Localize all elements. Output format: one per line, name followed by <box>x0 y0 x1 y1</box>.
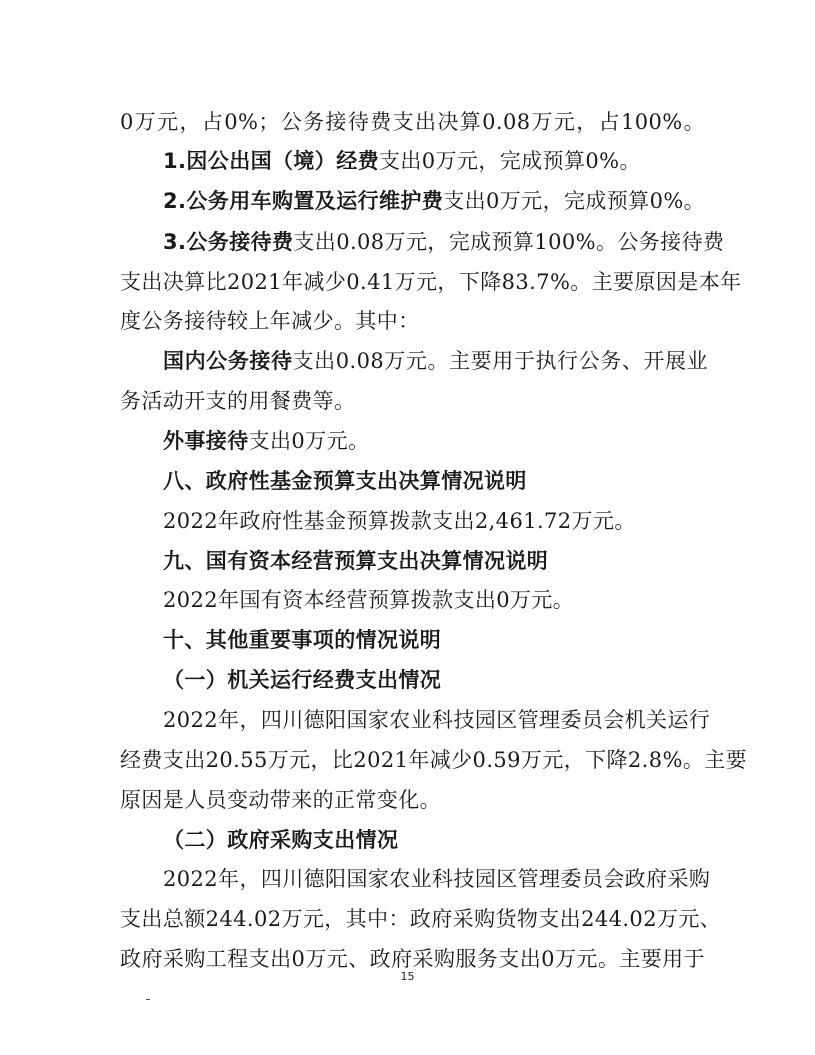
paragraph-line: 度公务接待较上年减少。其中： <box>120 309 420 333</box>
footer-mark <box>146 999 150 1000</box>
item-heading: 1.因公出国（境）经费 <box>163 149 379 173</box>
paragraph-line: 2022年，四川德阳国家农业科技园区管理委员会政府采购 <box>163 867 711 891</box>
item-heading: 2.公务用车购置及运行维护费 <box>163 189 444 213</box>
item-text: 支出0万元，完成预算0%。 <box>379 149 641 173</box>
paragraph-line: 2022年政府性基金预算拨款支出2,461.72万元。 <box>163 509 636 533</box>
item-heading: 外事接待 <box>163 429 249 453</box>
item-text: 支出0万元，完成预算0%。 <box>443 189 706 213</box>
subsection-heading: （二）政府采购支出情况 <box>163 828 399 852</box>
paragraph-line <box>163 186 708 216</box>
item-heading: 3.公务接待费 <box>163 230 294 254</box>
item-text: 支出0.08万元，完成预算100%。公务接待费 <box>293 230 725 254</box>
paragraph-line: 支出决算比2021年减少0.41万元，下降83.7%。主要原因是本年 <box>120 270 742 294</box>
page-number: 15 <box>400 970 415 983</box>
section-heading: 九、国有资本经营预算支出决算情况说明 <box>163 549 549 573</box>
subsection-heading: （一）机关运行经费支出情况 <box>163 668 442 692</box>
paragraph-line: 0万元，占0%；公务接待费支出决算0.08万元，占100%。 <box>120 110 705 134</box>
paragraph-line: 2022年国有资本经营预算拨款支出0万元。 <box>163 588 575 612</box>
item-text: 支出0万元。 <box>248 429 370 453</box>
paragraph-line: 2022年，四川德阳国家农业科技园区管理委员会机关运行 <box>163 708 711 732</box>
paragraph-line: 支出总额244.02万元，其中：政府采购货物支出244.02万元、 <box>120 907 722 931</box>
section-heading: 十、其他重要事项的情况说明 <box>163 628 442 652</box>
paragraph-line <box>163 426 708 456</box>
paragraph-line <box>163 227 725 257</box>
paragraph-line <box>163 346 708 376</box>
paragraph-line: 经费支出20.55万元，比2021年减少0.59万元，下降2.8%。主要 <box>120 748 748 772</box>
item-text: 支出0.08万元。主要用于执行公务、开展业 <box>292 349 708 373</box>
paragraph-line <box>163 146 708 176</box>
paragraph-line: 务活动开支的用餐费等。 <box>120 389 356 413</box>
paragraph-line: 政府采购工程支出0万元、政府采购服务支出0万元。主要用于 <box>120 947 705 971</box>
section-heading: 八、政府性基金预算支出决算情况说明 <box>163 469 527 493</box>
paragraph-line: 原因是人员变动带来的正常变化。 <box>120 788 441 812</box>
item-heading: 国内公务接待 <box>163 349 293 373</box>
